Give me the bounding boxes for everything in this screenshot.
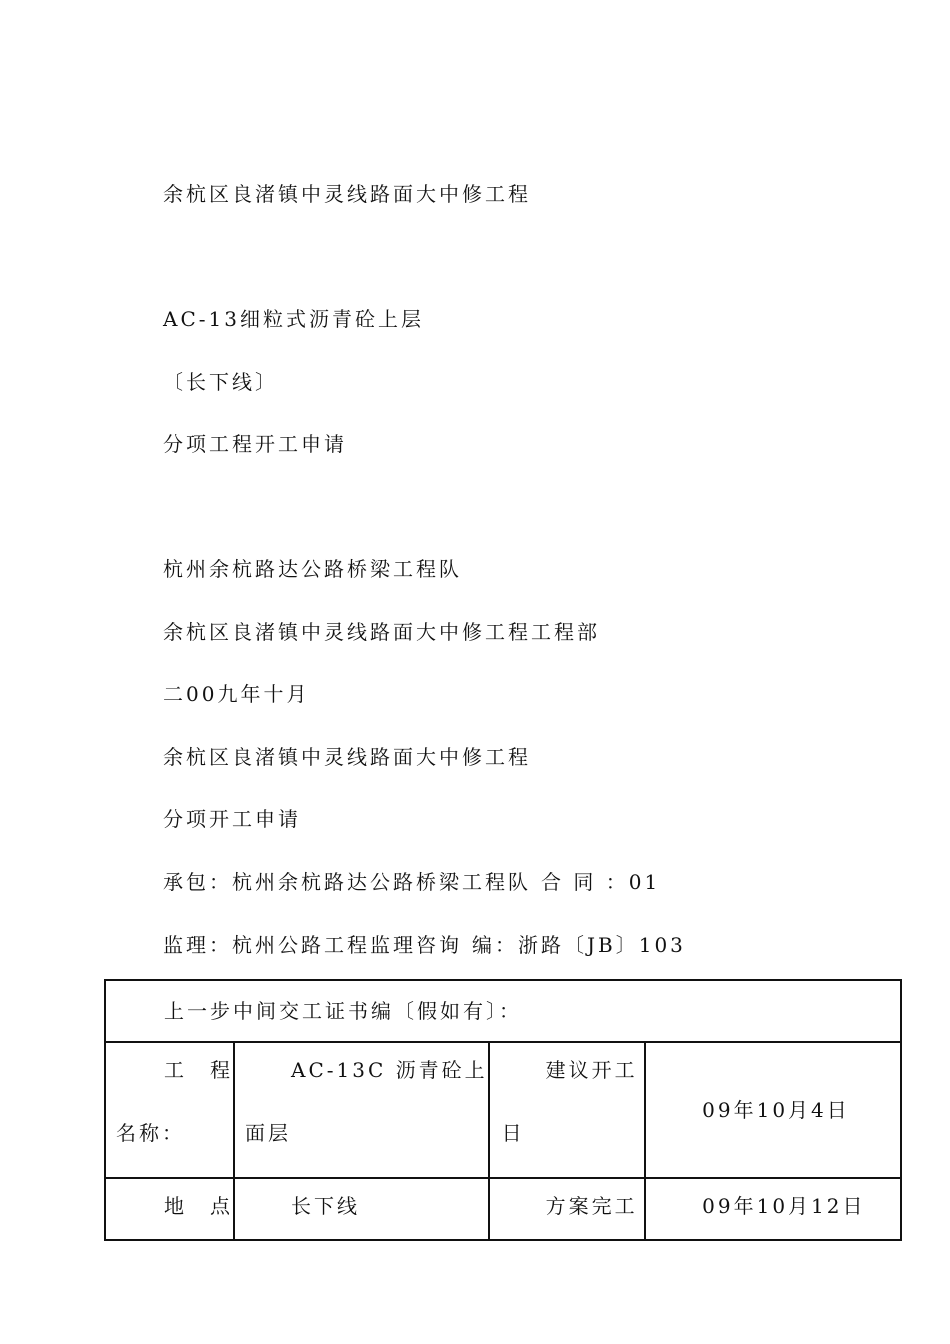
place-value-cell — [234, 1178, 489, 1240]
table-row — [105, 1042, 901, 1178]
prev-cert-cell — [105, 980, 901, 1042]
name-label-1: 工 程 — [164, 1058, 233, 1082]
start-label-cell — [489, 1042, 646, 1178]
code-value: 浙路〔JB〕103 — [518, 933, 686, 957]
code-label: 编： — [472, 933, 518, 957]
finish-label: 方案完工 — [545, 1194, 638, 1218]
contract-value: 01 — [628, 870, 661, 894]
cover-doc-title: 分项工程开工申请 — [163, 432, 347, 456]
cover-department: 余杭区良渚镇中灵线路面大中修工程工程部 — [163, 620, 600, 644]
cover-section: 〔长下线〕 — [163, 370, 278, 394]
cover-project-name: 余杭区良渚镇中灵线路面大中修工程 — [163, 182, 531, 206]
supervisor-label: 监理： — [163, 933, 232, 957]
table-row — [105, 1178, 901, 1240]
start-value: 09年10月4日 — [702, 1098, 850, 1122]
contractor-line — [163, 869, 660, 895]
name-value-cell — [234, 1042, 489, 1178]
cover-contractor: 杭州余杭路达公路桥梁工程队 — [163, 557, 462, 581]
finish-value-cell — [645, 1178, 901, 1240]
finish-value: 09年10月12日 — [702, 1194, 866, 1218]
start-label-2: 日 — [501, 1121, 525, 1145]
prev-cert-label: 上一步中间交工证书编〔假如有〕： — [164, 999, 522, 1023]
place-label-cell — [105, 1178, 234, 1240]
cover-layer: AC-13细粒式沥青砼上层 — [163, 307, 424, 331]
form-project-name: 余杭区良渚镇中灵线路面大中修工程 — [163, 745, 531, 769]
name-label-cell — [105, 1042, 234, 1178]
contract-label: 合 同 ： — [541, 870, 629, 894]
start-label-1: 建议开工 — [545, 1058, 638, 1082]
contractor-label: 承包： — [163, 870, 232, 894]
contractor-value: 杭州余杭路达公路桥梁工程队 — [232, 870, 531, 894]
place-value: 长下线 — [291, 1194, 360, 1218]
supervisor-line — [163, 932, 686, 958]
start-value-cell — [645, 1042, 901, 1178]
finish-label-cell — [489, 1178, 646, 1240]
place-label: 地 点 — [164, 1194, 233, 1218]
form-title: 分项开工申请 — [163, 807, 301, 831]
table-row — [105, 980, 901, 1042]
supervisor-value: 杭州公路工程监理咨询 — [232, 933, 462, 957]
application-form-table — [104, 979, 902, 1241]
name-value-2: 面层 — [245, 1121, 291, 1145]
name-value-1: AC-13C 沥青砼上 — [291, 1058, 488, 1082]
name-label-2: 名称： — [116, 1121, 185, 1145]
cover-date: 二00九年十月 — [163, 682, 310, 706]
